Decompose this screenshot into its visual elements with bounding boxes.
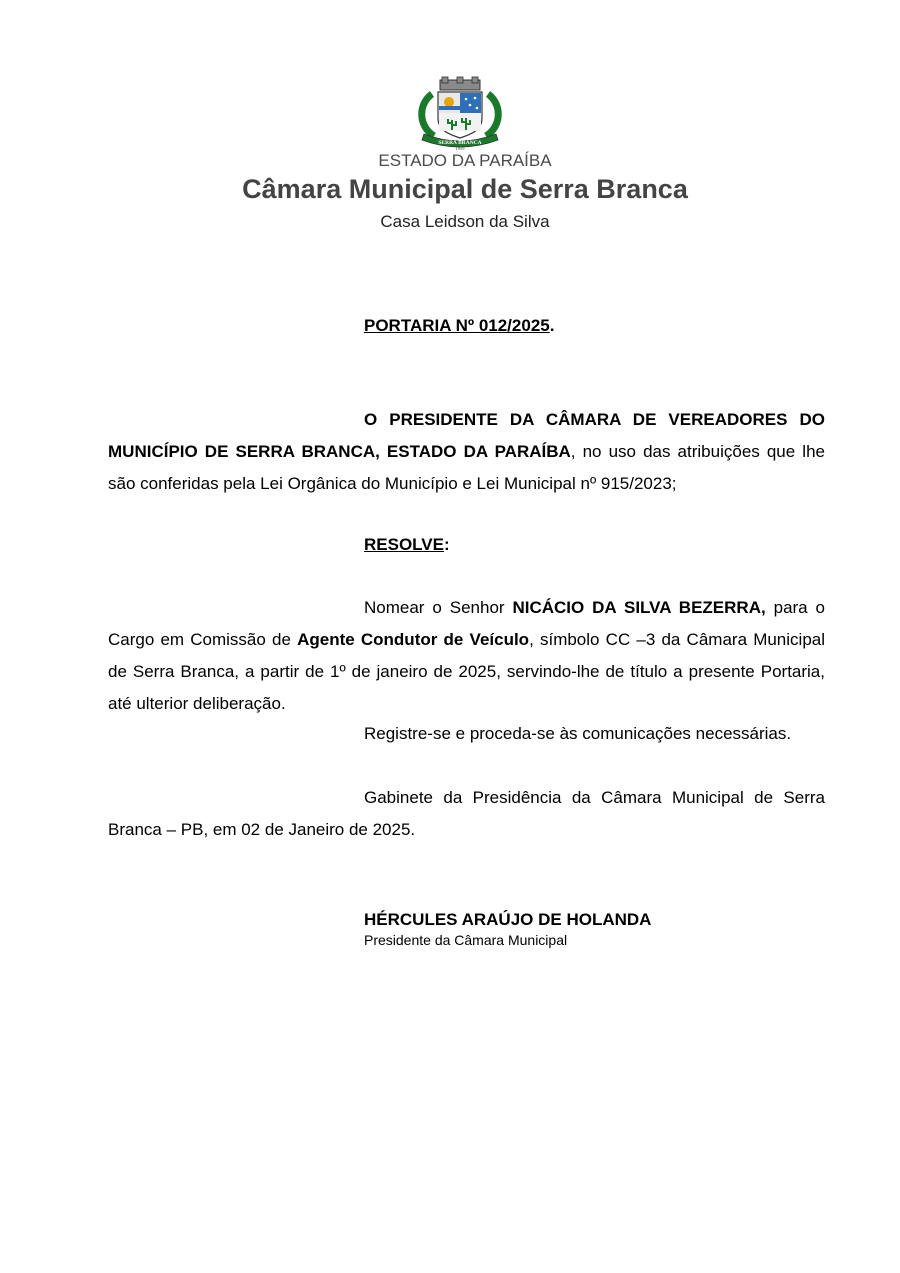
state-name: ESTADO DA PARAÍBA (378, 151, 552, 170)
preamble-paragraph: O PRESIDENTE DA CÂMARA DE VEREADORES DO MUNICÍPIO DE SERRA BRANCA, ESTADO DA PARAÍBA, no uso das atribuições que lhe são conferidas pela Lei Orgânica do Município e Lei Municipal nº 915/2023; (108, 410, 825, 493)
chamber-name: Câmara Municipal de Serra Branca (242, 174, 688, 204)
svg-text:1959: 1959 (455, 146, 465, 150)
appointment-paragraph: Nomear o Senhor NICÁCIO DA SILVA BEZERRA, para o Cargo em Comissão de Agente Condutor de Veículo, símbolo CC –3 da Câmara Municipal de Serra Branca, a partir de 1º de janeiro de 2025, servindo-lhe de título a presente Portaria, até ulterior deliberação. (108, 598, 826, 713)
municipal-crest-icon (412, 76, 508, 150)
signatory-name: HÉRCULES ARAÚJO DE HOLANDA (364, 910, 652, 929)
register-paragraph: Registre-se e proceda-se às comunicações necessárias. (364, 724, 792, 743)
resolve-heading: RESOLVE: (364, 535, 450, 554)
signatory-role: Presidente da Câmara Municipal (364, 932, 568, 948)
svg-text:SERRA BRANCA: SERRA BRANCA (438, 140, 482, 146)
closing-paragraph: Gabinete da Presidência da Câmara Municipal de Serra Branca – PB, em 02 de Janeiro de 2025. (108, 788, 825, 839)
house-name: Casa Leidson da Silva (380, 212, 550, 231)
document-title: PORTARIA Nº 012/2025. (364, 316, 555, 335)
